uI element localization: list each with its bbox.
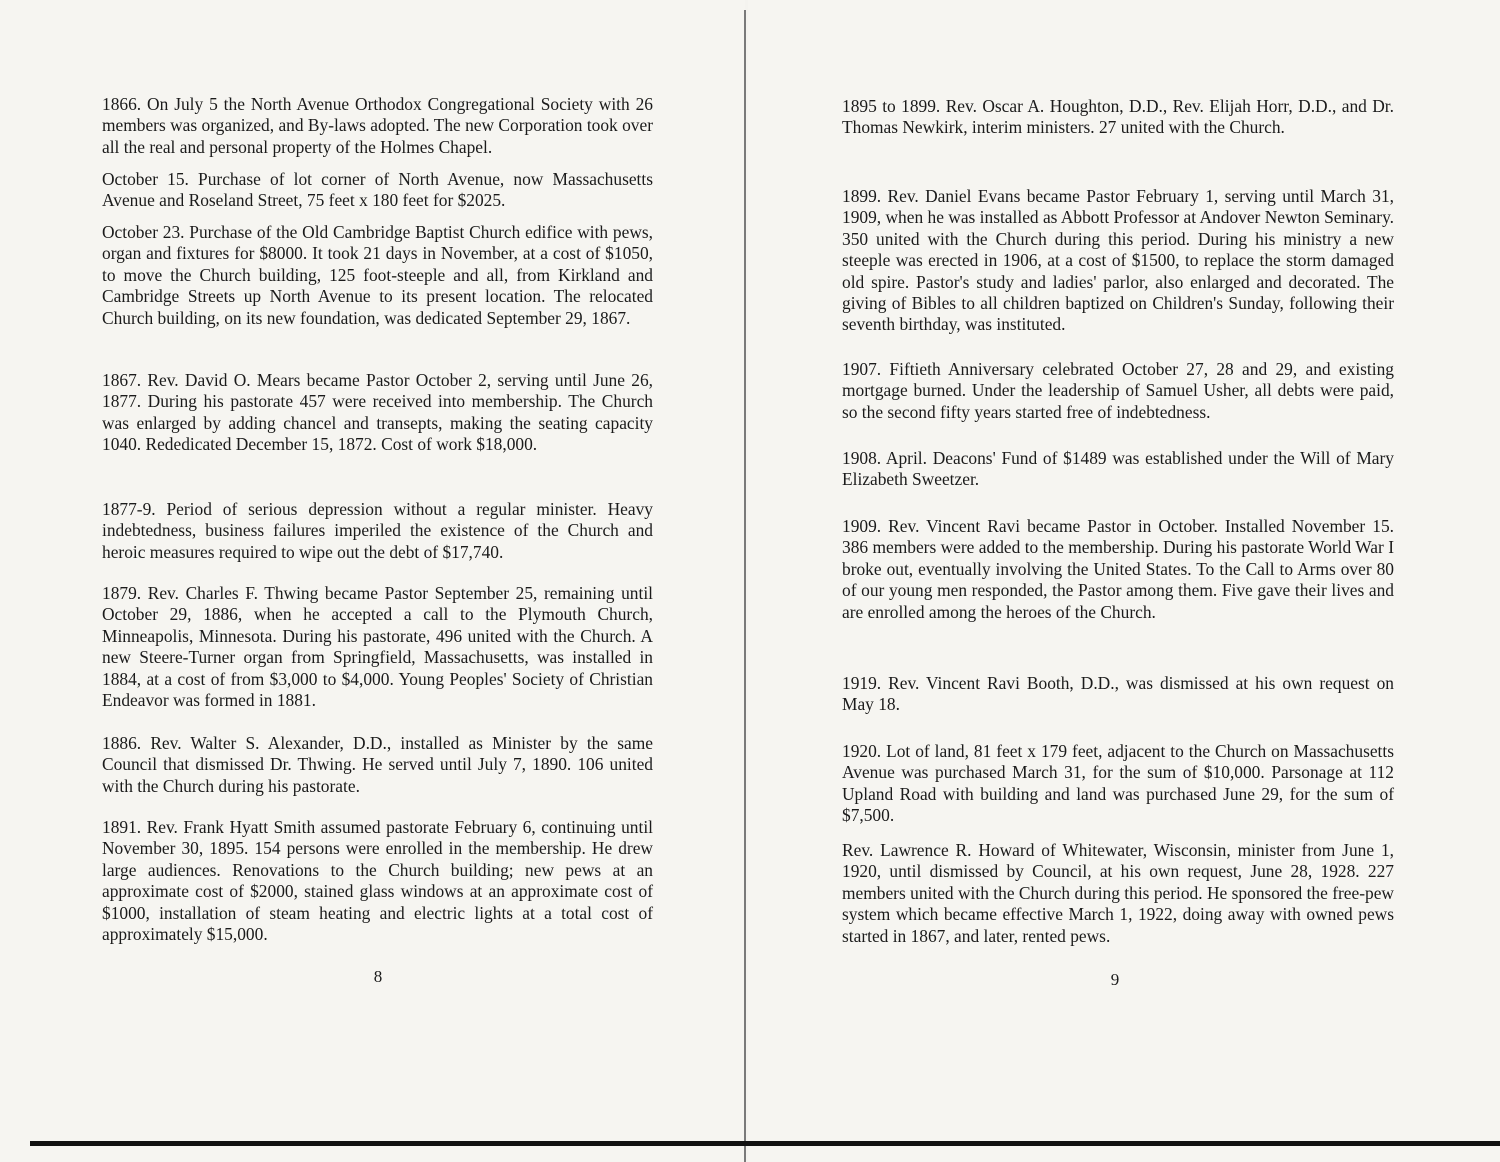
paragraph-1907: 1907. Fiftieth Anniversary celebrated October 27, 28 and 29, and existing mortgage burned. Under the leadership of Samuel Usher, all debts were paid, so the second fifty years started free of indebtedness.	[842, 359, 1394, 422]
paragraph-howard: Rev. Lawrence R. Howard of Whitewater, Wisconsin, minister from June 1, 1920, until dismissed by Council, at his own request, June 28, 1928. 227 members united with the Church during this period. He sponsored the free-pew system which became effective March 1, 1922, doing away with owned pews started in 1867, and later, rented pews.	[842, 840, 1394, 946]
right-page	[748, 0, 1500, 1162]
paragraph-1919: 1919. Rev. Vincent Ravi Booth, D.D., was dismissed at his own request on May 18.	[842, 673, 1394, 715]
paragraph-october-23: October 23. Purchase of the Old Cambridge Baptist Church edifice with pews, organ and fixtures for $8000. It took 21 days in November, at a cost of $1050, to move the Church building, 125 foot-steeple and all, from Kirkland and Cambridge Streets up North Avenue to its present location. The relocated Church building, on its new foundation, was dedicated September 29, 1867.	[102, 222, 653, 328]
paragraph-1886: 1886. Rev. Walter S. Alexander, D.D., installed as Minister by the same Council that dismissed Dr. Thwing. He served until July 7, 1890. 106 united with the Church during his pastorate.	[102, 733, 653, 796]
paragraph-1895-to-1899: 1895 to 1899. Rev. Oscar A. Houghton, D.D., Rev. Elijah Horr, D.D., and Dr. Thomas Newkirk, interim ministers. 27 united with the Church.	[842, 96, 1394, 138]
paragraph-1867: 1867. Rev. David O. Mears became Pastor October 2, serving until June 26, 1877. During his pastorate 457 were received into membership. The Church was enlarged by adding chancel and transepts, making the seating capacity 1040. Rededicated December 15, 1872. Cost of work $18,000.	[102, 370, 653, 455]
page-number-right: 9	[1110, 970, 1120, 989]
gutter-divider	[744, 10, 746, 1162]
paragraph-1866: 1866. On July 5 the North Avenue Orthodox Congregational Society with 26 members was organized, and By-laws adopted. The new Corporation took over all the real and personal property of the Holmes Chapel.	[102, 94, 653, 157]
left-page	[0, 0, 745, 1162]
paragraph-1877-9: 1877-9. Period of serious depression without a regular minister. Heavy indebtedness, business failures imperiled the existence of the Church and heroic measures required to wipe out the debt of $17,740.	[102, 499, 653, 562]
page-number-left: 8	[373, 967, 383, 986]
paragraph-1920: 1920. Lot of land, 81 feet x 179 feet, adjacent to the Church on Massachusetts Avenue was purchased March 31, for the sum of $10,000. Parsonage at 112 Upland Road with building and land was purchased June 29, for the sum of $7,500.	[842, 741, 1394, 826]
paragraph-1899: 1899. Rev. Daniel Evans became Pastor February 1, serving until March 31, 1909, when he was installed as Abbott Professor at Andover Newton Seminary. 350 united with the Church during this period. During his ministry a new steeple was erected in 1906, at a cost of $1500, to replace the storm damaged old spire. Pastor's study and ladies' parlor, also enlarged and decorated. The giving of Bibles to all children baptized on Children's Sunday, following their seventh birthday, was instituted.	[842, 186, 1394, 335]
bottom-edge-rule	[30, 1141, 1500, 1146]
paragraph-1909: 1909. Rev. Vincent Ravi became Pastor in October. Installed November 15. 386 members were added to the membership. During his pastorate World War I broke out, eventually involving the United States. To the Call to Arms over 80 of our young men responded, the Pastor among them. Five gave their lives and are enrolled among the heroes of the Church.	[842, 516, 1394, 622]
paragraph-1908: 1908. April. Deacons' Fund of $1489 was established under the Will of Mary Elizabeth Sweetzer.	[842, 448, 1394, 490]
paragraph-1879: 1879. Rev. Charles F. Thwing became Pastor September 25, remaining until October 29, 1886, when he accepted a call to the Plymouth Church, Minneapolis, Minnesota. During his pastorate, 496 united with the Church. A new Steere-Turner organ from Springfield, Massachusetts, was installed in 1884, at a cost of from $3,000 to $4,000. Young Peoples' Society of Christian Endeavor was formed in 1881.	[102, 583, 653, 711]
paragraph-october-15: October 15. Purchase of lot corner of North Avenue, now Massachusetts Avenue and Roseland Street, 75 feet x 180 feet for $2025.	[102, 169, 653, 211]
paragraph-1891: 1891. Rev. Frank Hyatt Smith assumed pastorate February 6, continuing until November 30, 1895. 154 persons were enrolled in the membership. He drew large audiences. Renovations to the Church building; new pews at an approximate cost of $2000, stained glass windows at an approximate cost of $1000, installation of steam heating and electric lights at a total cost of approximately $15,000.	[102, 817, 653, 945]
